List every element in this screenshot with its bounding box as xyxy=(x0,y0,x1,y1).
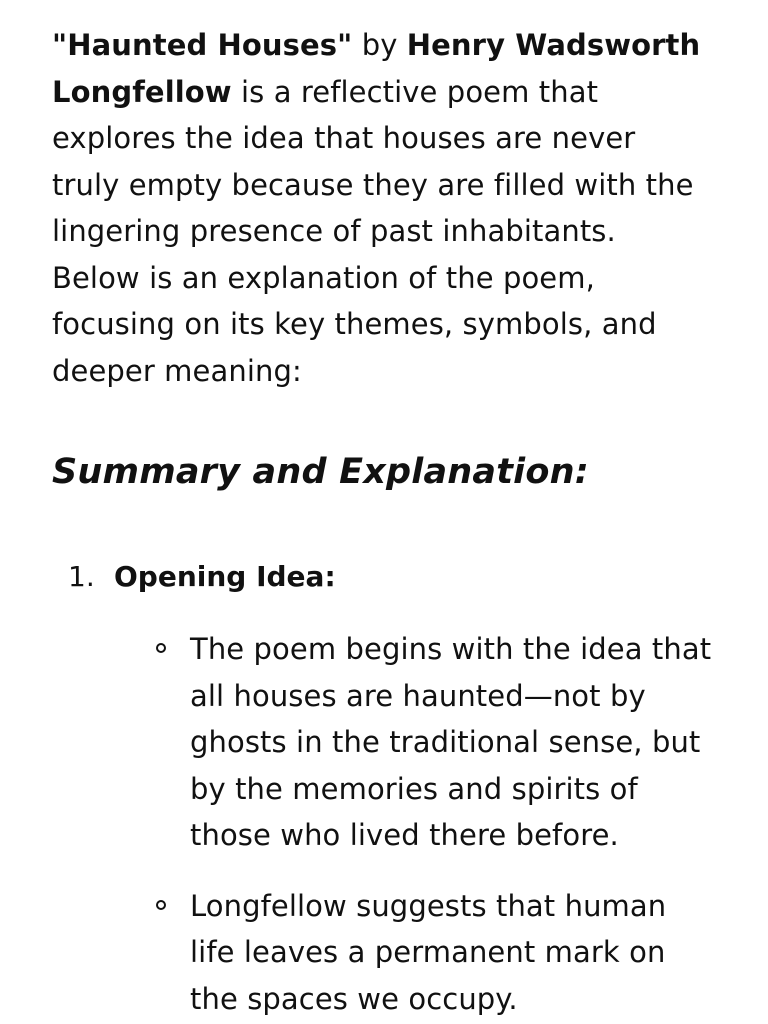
list-item xyxy=(52,554,712,1022)
poem-author: Henry Wadsworth Longfellow xyxy=(52,28,701,109)
poem-title: "Haunted Houses" xyxy=(52,28,353,62)
list-item-number: 1. xyxy=(68,560,95,593)
bullet-item xyxy=(156,883,712,1023)
bullet-item xyxy=(156,626,712,859)
intro-by-text: by xyxy=(352,28,407,62)
intro-paragraph xyxy=(52,22,712,394)
intro-body-text: is a reflective poem that explores the idea that houses are never truly empty because they are filled with the lingering presence of past inhabitants. Below is an explanation of the poem, focusing on its key themes, symbols, and deeper meaning: xyxy=(52,74,694,388)
bullet-text: The poem begins with the idea that all houses are haunted—not by ghosts in the traditional sense, but by the memories and spirits of those who lived there before. xyxy=(190,632,712,852)
hollow-circle-bullet-icon xyxy=(156,643,166,653)
list-item-label: Opening Idea: xyxy=(114,560,336,593)
ordered-list xyxy=(52,554,712,1022)
section-heading: Summary and Explanation: xyxy=(52,452,589,492)
hollow-circle-bullet-icon xyxy=(156,900,166,910)
bullet-list xyxy=(114,626,712,1022)
bullet-text: Longfellow suggests that human life leaves a permanent mark on the spaces we occupy. xyxy=(190,888,667,1016)
